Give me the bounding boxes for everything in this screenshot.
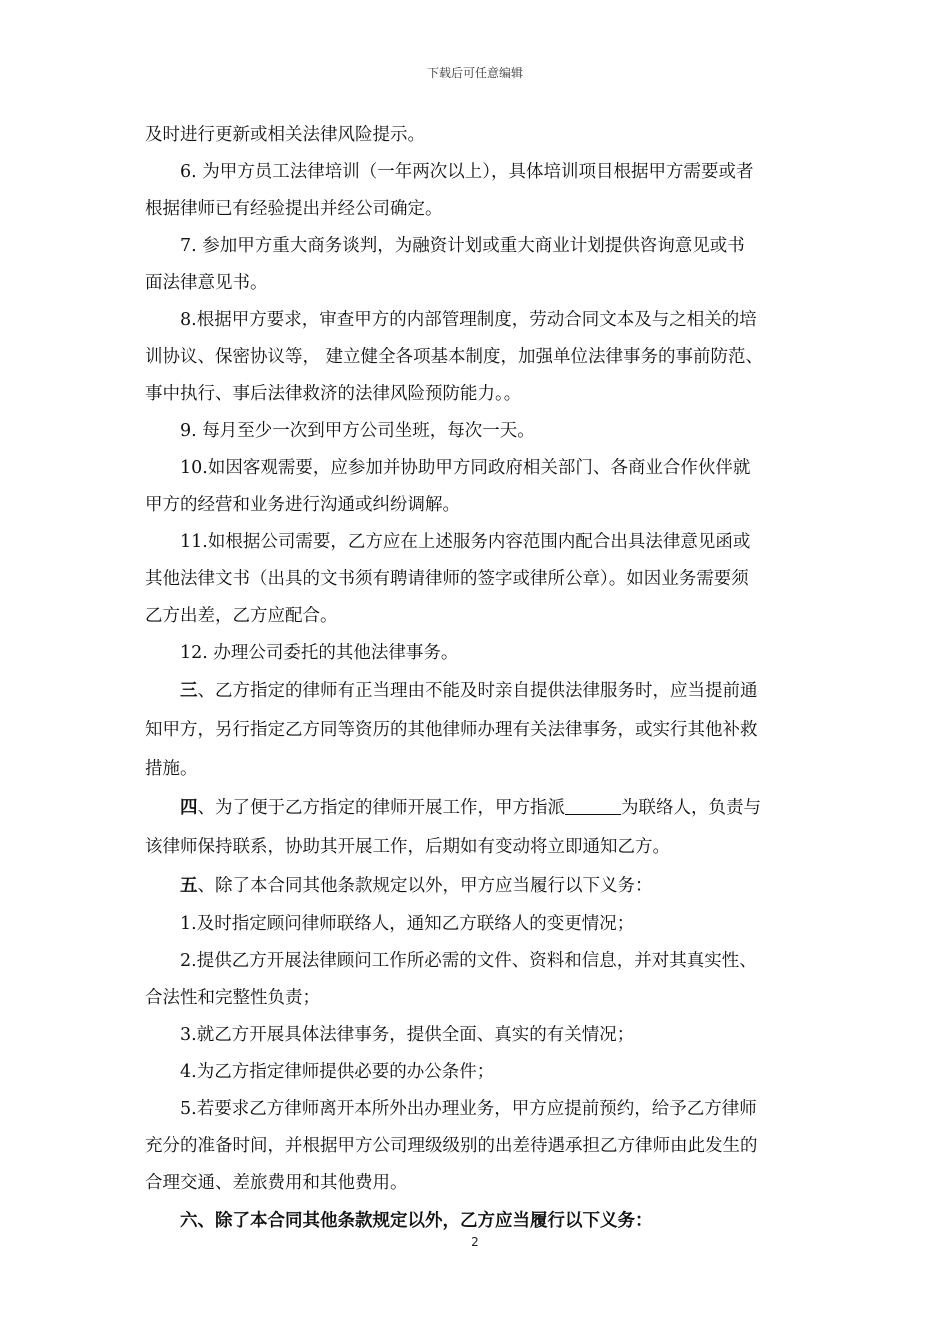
text-line: 9. 每月至少一次到甲方公司坐班，每次一天。 xyxy=(180,421,535,441)
list-item: 合法性和完整性负责； xyxy=(145,988,320,1008)
text-line: 及时进行更新或相关法律风险提示。 xyxy=(145,125,425,145)
section-6-title: 六、除了本合同其他条款规定以外，乙方应当履行以下义务： xyxy=(180,1211,653,1231)
section-3-line: 知甲方，另行指定乙方同等资历的其他律师办理有关法律事务，或实行其他补救 xyxy=(145,720,758,740)
text-line: 面法律意见书。 xyxy=(145,273,268,293)
list-item: 4.为乙方指定律师提供必要的办公条件； xyxy=(180,1062,495,1082)
contact-person-blank xyxy=(565,796,621,815)
section-4-label: 四 xyxy=(180,798,198,818)
text-line: 乙方出差，乙方应配合。 xyxy=(145,606,338,626)
text-line: 其他法律文书（出具的文书须有聘请律师的签字或律所公章）。如因业务需要须 xyxy=(145,569,749,589)
text-line: 6. 为甲方员工法律培训（一年两次以上），具体培训项目根据甲方需要或者 xyxy=(180,162,754,182)
document-body xyxy=(145,117,809,1241)
text-line: 事中执行、事后法律救济的法律风险预防能力。。 xyxy=(145,384,522,404)
section-3-label: 三 xyxy=(180,681,198,701)
text-line: 10.如因客观需要，应参加并协助甲方同政府相关部门、各商业合作伙伴就 xyxy=(180,458,751,478)
list-item: 2.提供乙方开展法律顾问工作所必需的文件、资料和信息，并对其真实性、 xyxy=(180,951,757,971)
section-3-line: 三、乙方指定的律师有正当理由不能及时亲自提供法律服务时，应当提前通 xyxy=(180,681,758,701)
section-5-label: 五 xyxy=(180,876,198,896)
text-line: 训协议、保密协议等， 建立健全各项基本制度，加强单位法律事务的事前防范、 xyxy=(145,347,764,367)
text-line: 8.根据甲方要求，审查甲方的内部管理制度，劳动合同文本及与之相关的培 xyxy=(180,310,757,330)
page-number: 2 xyxy=(471,1235,479,1249)
text-line: 根据律师已有经验提出并经公司确定。 xyxy=(145,199,443,219)
text-line: 7. 参加甲方重大商务谈判，为融资计划或重大商业计划提供咨询意见或书 xyxy=(180,236,745,256)
list-item: 1.及时指定顾问律师联络人，通知乙方联络人的变更情况； xyxy=(180,914,635,934)
section-4-line: 该律师保持联系，协助其开展工作，后期如有变动将立即通知乙方。 xyxy=(145,837,670,857)
list-item: 3.就乙方开展具体法律事务，提供全面、真实的有关情况； xyxy=(180,1025,635,1045)
page-header: 下载后可任意编辑 xyxy=(426,66,523,80)
section-5-title: 五、除了本合同其他条款规定以外，甲方应当履行以下义务： xyxy=(180,876,653,896)
list-item: 充分的准备时间，并根据甲方公司理级级别的出差待遇承担乙方律师由此发生的 xyxy=(145,1136,758,1156)
list-item: 合理交通、差旅费用和其他费用。 xyxy=(145,1173,408,1193)
list-item: 5.若要求乙方律师离开本所外出办理业务，甲方应提前预约，给予乙方律师 xyxy=(180,1099,757,1119)
text-line: 11.如根据公司需要，乙方应在上述服务内容范围内配合出具法律意见函或 xyxy=(180,532,751,552)
section-3-line: 措施。 xyxy=(145,759,198,779)
text-line: 12. 办理公司委托的其他法律事务。 xyxy=(180,643,459,663)
section-4-line: 四、为了便于乙方指定的律师开展工作，甲方指派 为联络人，负责与 xyxy=(180,798,761,818)
text-line: 甲方的经营和业务进行沟通或纠纷调解。 xyxy=(145,495,460,515)
